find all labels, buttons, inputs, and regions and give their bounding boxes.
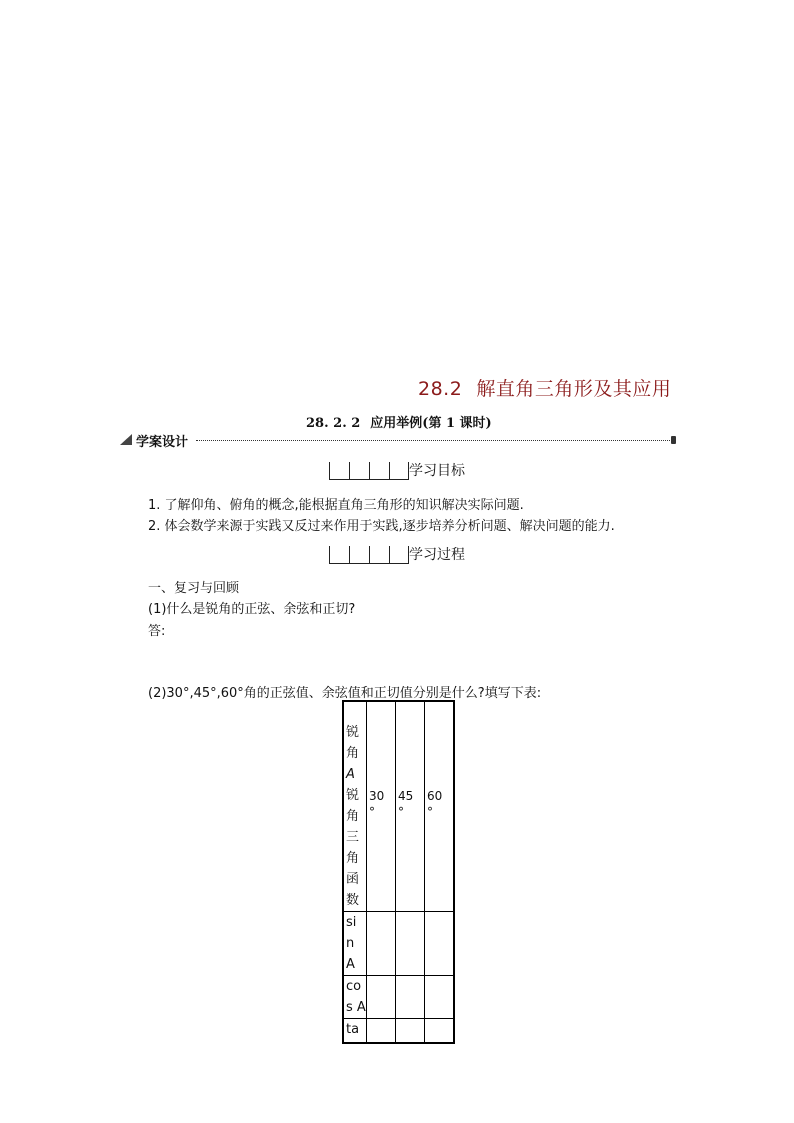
angle-header-cell <box>367 701 396 912</box>
objective-item-1: 1. 了解仰角、俯角的概念,能根据直角三角形的知识解决实际问题. <box>148 498 524 513</box>
design-section-bar <box>120 431 676 449</box>
table-cell-empty[interactable] <box>396 912 425 976</box>
angle-unit: ° <box>398 805 404 819</box>
table-row-tan <box>343 1019 454 1043</box>
table-cell-empty[interactable] <box>425 912 455 976</box>
row-label-line: n A <box>346 936 355 972</box>
corner-char: 三 <box>346 830 360 845</box>
part1-title: 一、复习与回顾 <box>148 581 240 596</box>
corner-char: 锐 <box>346 788 360 803</box>
table-row-cos <box>343 976 454 1019</box>
corner-char: A <box>346 767 355 782</box>
row-label-line: ta <box>346 1022 360 1037</box>
section-number: 28.2 <box>418 378 463 400</box>
triangle-icon <box>120 434 132 445</box>
angle-value: 60 <box>427 789 443 803</box>
corner-char: 角 <box>346 809 360 824</box>
objectives-heading <box>329 460 465 482</box>
row-label-line: co <box>346 979 362 994</box>
subsection-number: 28. 2. 2 <box>306 416 361 431</box>
divider-endcap <box>671 436 676 444</box>
heading-box-marker-icon <box>329 460 409 480</box>
trig-values-table <box>342 700 455 1044</box>
question-1: (1)什么是锐角的正弦、余弦和正切? <box>148 602 356 617</box>
row-label-cell <box>343 976 367 1019</box>
angle-value: 30 <box>369 789 385 803</box>
corner-char: 函 <box>346 872 360 887</box>
row-label-cell <box>343 912 367 976</box>
table-corner-cell <box>343 701 367 912</box>
angle-header-cell <box>396 701 425 912</box>
subsection-title <box>306 412 492 431</box>
table-row-sin <box>343 912 454 976</box>
table-cell-empty[interactable] <box>396 976 425 1019</box>
heading-box-marker-icon <box>329 544 409 564</box>
table-cell-empty[interactable] <box>367 976 396 1019</box>
subsection-title-text: 应用举例(第 1 课时) <box>370 416 492 431</box>
process-heading <box>329 544 465 566</box>
table-cell-empty[interactable] <box>396 1019 425 1043</box>
corner-char: 数 <box>346 893 360 908</box>
table-header-row <box>343 701 454 912</box>
row-label-line: si <box>346 915 357 930</box>
dotted-divider <box>196 440 670 441</box>
objective-item-2: 2. 体会数学来源于实践又反过来作用于实践,逐步培养分析问题、解决问题的能力. <box>148 519 615 534</box>
table-cell-empty[interactable] <box>367 1019 396 1043</box>
corner-char: 锐 <box>346 725 360 740</box>
question-2: (2)30°,45°,60°角的正弦值、余弦值和正切值分别是什么?填写下表: <box>148 686 542 701</box>
objectives-heading-text: 学习目标 <box>409 463 465 479</box>
angle-unit: ° <box>369 805 375 819</box>
table-cell-empty[interactable] <box>367 912 396 976</box>
table-cell-empty[interactable] <box>425 976 455 1019</box>
design-bar-label: 学案设计 <box>136 435 189 450</box>
angle-value: 45 <box>398 789 414 803</box>
process-heading-text: 学习过程 <box>409 547 465 563</box>
section-title <box>418 374 671 401</box>
row-label-cell <box>343 1019 367 1043</box>
angle-unit: ° <box>427 805 433 819</box>
section-title-text: 解直角三角形及其应用 <box>476 378 672 400</box>
corner-char: 角 <box>346 746 360 761</box>
corner-char: 角 <box>346 851 360 866</box>
answer-label: 答: <box>148 624 166 639</box>
row-label-line: s A <box>346 1000 366 1015</box>
angle-header-cell <box>425 701 455 912</box>
table-cell-empty[interactable] <box>425 1019 455 1043</box>
